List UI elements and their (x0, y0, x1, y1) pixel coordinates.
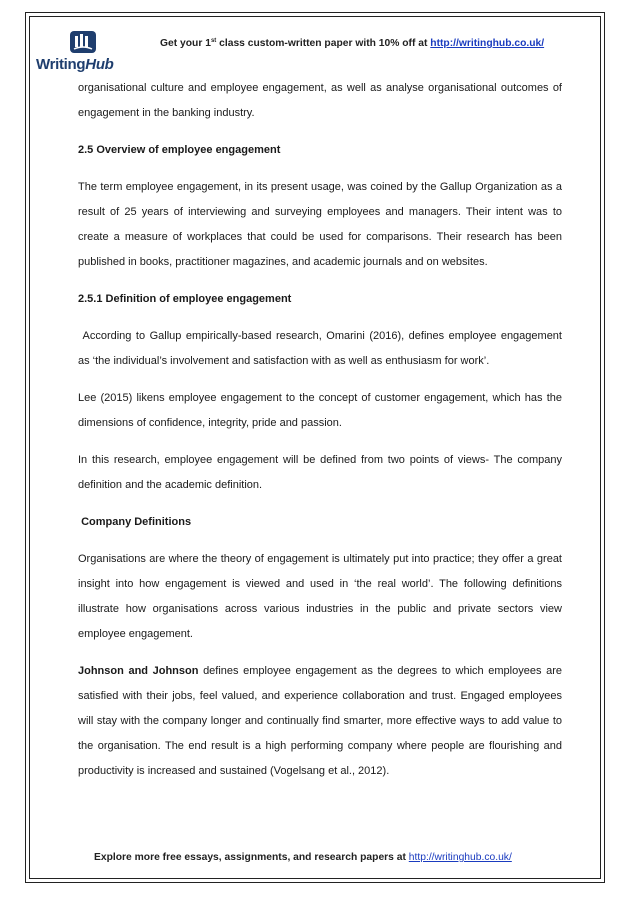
gallup-definition-paragraph: According to Gallup empirically-based research, Omarini (2016), defines employee engagement as ‘the individual’s involvement and satisfaction with as well as enthusiasm for work’. (78, 330, 566, 367)
document-body (78, 76, 566, 796)
footer-promo-text: Explore more free essays, assignments, and research papers at (94, 852, 409, 863)
company-definitions-heading: Company Definitions (78, 516, 192, 528)
section-2-5-paragraph: The term employee engagement, in its present usage, was coined by the Gallup Organization as a result of 25 years of interviewing and surveying employees and managers. Their intent was to create a measure of workplaces that could be used for comparisons. Their research has been published in books, practitioner magazines, and academic journals and on websites. (78, 181, 562, 268)
section-2-5-1-heading: 2.5.1 Definition of employee engagement (78, 293, 292, 305)
header-promo-superscript: st (210, 38, 217, 44)
research-definition-paragraph: In this research, employee engagement will be defined from two points of views- The company definition and the academic definition. (78, 454, 562, 491)
johnson-and-johnson-text: defines employee engagement as the degrees to which employees are satisfied with their jobs, feel valued, and experience collaboration and trust. Engaged employees will stay with the company longer and continually find smarter, more effective ways to add value to the organisation. The end result is a high performing company where people are flourishing and productivity is increased and sustained (Vogelsang et al., 2012). (78, 665, 562, 777)
header-promo-link[interactable]: http://writinghub.co.uk/ (430, 38, 545, 49)
footer-promo-link[interactable]: http://writinghub.co.uk/ (408, 852, 512, 863)
organisations-paragraph: Organisations are where the theory of engagement is ultimately put into practice; they offer a great insight into how engagement is viewed and used in ‘the real world’. The following definitions illustrate how organisations across various industries in the public and private sectors view employee engagement. (78, 553, 562, 640)
footer-promo (94, 852, 512, 863)
logo-book-icon (68, 30, 98, 56)
logo-word-accent: Hub (85, 56, 114, 73)
header-promo (160, 38, 544, 49)
johnson-and-johnson-name: Johnson and Johnson (78, 665, 199, 677)
lee-definition-paragraph: Lee (2015) likens employee engagement to the concept of customer engagement, which has the dimensions of confidence, integrity, pride and passion. (78, 392, 562, 429)
johnson-and-johnson-paragraph (78, 659, 562, 784)
writinghub-logo[interactable] (36, 30, 126, 76)
section-2-5-heading: 2.5 Overview of employee engagement (78, 144, 281, 156)
header-promo-prefix: Get your 1 (160, 38, 211, 49)
header-promo-middle: class custom-written paper with 10% off at (216, 38, 431, 49)
logo-wordmark (36, 56, 114, 73)
logo-word-main: Writing (36, 56, 86, 73)
intro-paragraph: organisational culture and employee engagement, as well as analyse organisational outcomes of engagement in the banking industry. (78, 82, 562, 119)
